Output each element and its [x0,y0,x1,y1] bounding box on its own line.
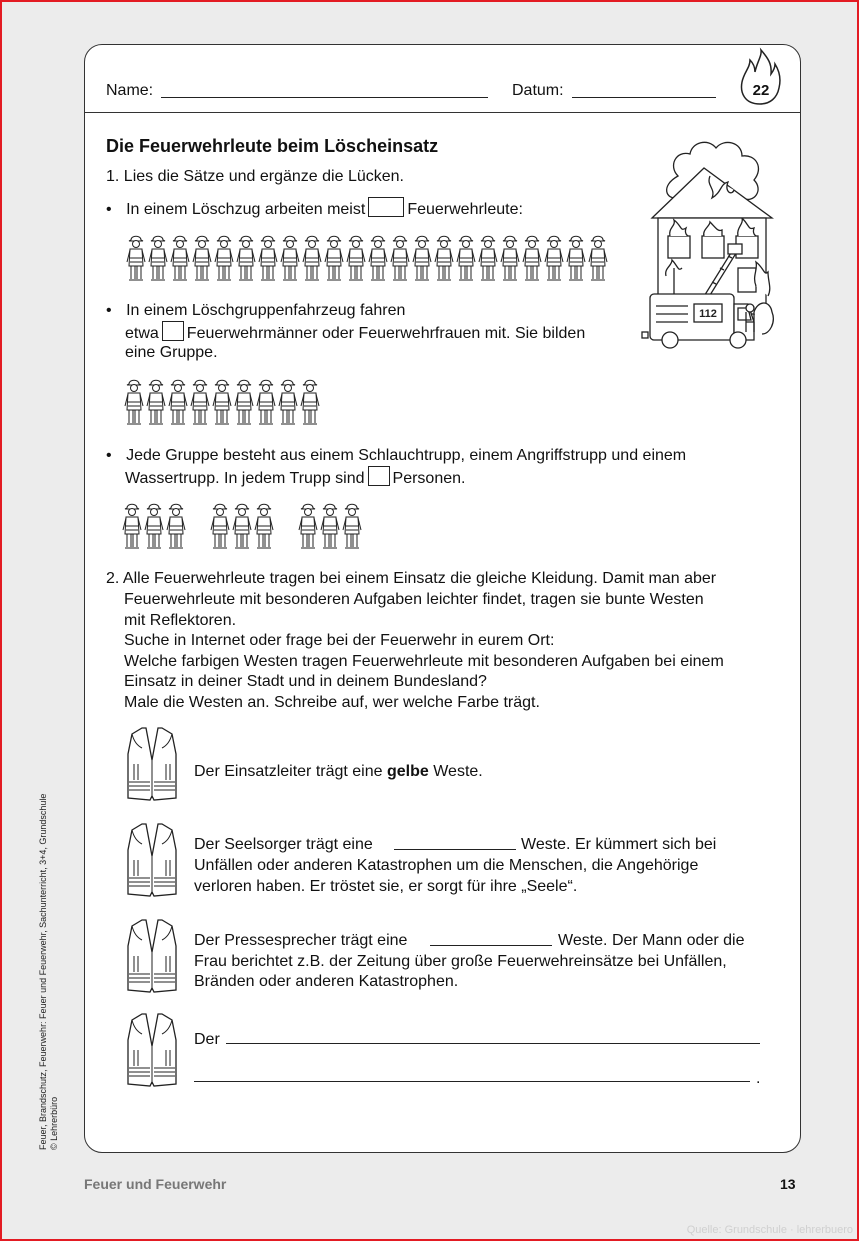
vest-3-line-2: Frau berichtet z.B. der Zeitung über große Feuerwehreinsätze bei Unfällen, [194,953,727,970]
vest-pressesprecher-icon[interactable] [124,916,180,996]
task2-line-3: mit Reflektoren. [124,612,237,629]
firefighter-row-22 [126,232,616,284]
bullet-2 [106,300,405,321]
firefighter-figure [255,504,273,548]
vest-4-period: . [756,1070,761,1087]
task2-line-2: Feuerwehrleute mit besonderen Aufgaben leichter findet, tragen sie bunte Westen [124,591,704,608]
firefighter-figure [369,236,387,280]
vest-2-line-1a: Der Seelsorger trägt eine [194,836,373,853]
firefighter-figure [257,380,275,424]
firefighter-figure [479,236,497,280]
answer-box-loeschzug[interactable] [368,197,404,217]
vest-3-line-1b: Weste. Der Mann oder die [558,932,745,949]
firefighter-figure [123,504,141,548]
watermark: Quelle: Grundschule · lehrerbuero [686,1224,853,1236]
bullet-3-text-b: Personen. [392,470,466,487]
bullet-3 [106,445,686,466]
answer-box-trupp[interactable] [368,466,390,486]
vest-1-color: gelbe [386,763,429,780]
vest-3-color-field[interactable] [430,945,552,946]
firefighter-figure [237,236,255,280]
task1-instruction: 1. Lies die Sätze und ergänze die Lücken. [106,168,404,185]
firefighter-figure [213,380,231,424]
firefighter-figure [567,236,585,280]
task2-line-4: Suche in Internet oder frage bei der Feuerwehr in eurem Ort: [124,632,555,649]
vest-2-line-3: verloren haben. Er tröstet sie, er sorgt für ihre „Seele“. [194,878,578,895]
firefighter-figure [171,236,189,280]
datum-label: Datum: [512,82,564,99]
bullet-2-line-1: In einem Löschgruppenfahrzeug fahren [126,302,406,319]
firefighter-figure [127,236,145,280]
firefighter-figure [279,380,297,424]
firefighter-figure [235,380,253,424]
firefighter-row-9 [124,376,324,428]
burning-house-illustration [638,136,778,352]
firefighter-figure [169,380,187,424]
firefighter-figure [215,236,233,280]
firefighter-figure [191,380,209,424]
truck-number: 112 [699,308,717,320]
vest-4-line-2[interactable] [194,1081,750,1082]
name-field[interactable] [161,97,488,98]
vest-2-line-2: Unfällen oder anderen Katastrophen um die Menschen, die Angehörige [194,857,699,874]
bullet-dot: • [106,447,112,464]
vest-4-label: Der [194,1031,220,1048]
bullet-2-text-b: Feuerwehrmänner oder Feuerwehrfrauen mit. Sie bilden [186,325,586,342]
vest-free-icon[interactable] [124,1010,180,1090]
firefighter-figure [457,236,475,280]
vest-3-line-1a: Der Pressesprecher trägt eine [194,932,408,949]
page-badge-number: 22 [752,82,770,99]
vest-2-line-1b: Weste. Er kümmert sich bei [521,836,717,853]
firefighter-figure [391,236,409,280]
bullet-1-text-b: Feuerwehrleute: [407,201,523,218]
bullet-3-line-2 [125,466,465,489]
firefighter-figure [301,380,319,424]
firefighter-figure [303,236,321,280]
firefighter-groups-3x3 [122,500,372,552]
firefighter-figure [325,236,343,280]
datum-field[interactable] [572,97,716,98]
bullet-1 [106,197,523,220]
vest-4-line-1[interactable] [226,1043,760,1044]
name-label: Name: [106,82,154,99]
firefighter-figure [167,504,185,548]
task2-line-6: Einsatz in deiner Stadt und in deinem Bundesland? [124,673,487,690]
firefighter-figure [321,504,339,548]
footer-title: Feuer und Feuerwehr [84,1176,227,1192]
bullet-dot: • [106,201,112,218]
vest-3-line-3: Bränden oder anderen Katastrophen. [194,973,459,990]
bullet-2-text-a: etwa [125,325,159,342]
firefighter-figure [299,504,317,548]
firefighter-figure [149,236,167,280]
firefighter-figure [233,504,251,548]
vest-seelsorger-icon[interactable] [124,820,180,900]
firefighter-figure [589,236,607,280]
firefighter-figure [343,504,361,548]
firefighter-figure [413,236,431,280]
vest-1-text-b: Weste. [433,763,483,780]
firefighter-figure [147,380,165,424]
vest-1-text-a: Der Einsatzleiter trägt eine [194,763,383,780]
side-credit-line-2: © Lehrerbüro [49,1096,59,1150]
vest-2-color-field[interactable] [394,849,516,850]
firefighter-figure [545,236,563,280]
header-divider [84,112,801,113]
firefighter-figure [125,380,143,424]
firefighter-figure [281,236,299,280]
task2-line-1: 2. Alle Feuerwehrleute tragen bei einem Einsatz die gleiche Kleidung. Damit man aber [106,570,717,587]
answer-box-gruppe[interactable] [162,321,184,341]
firefighter-figure [259,236,277,280]
task2-line-7: Male die Westen an. Schreibe auf, wer welche Farbe trägt. [124,694,540,711]
firefighter-figure [211,504,229,548]
page-number: 13 [780,1176,796,1192]
page-title: Die Feuerwehrleute beim Löscheinsatz [106,136,439,156]
vest-einsatzleiter-icon[interactable] [124,724,180,804]
side-credit-line-1: Feuer, Brandschutz, Feuerwehr: Feuer und Feuerwehr, Sachunterricht, 3+4, Grundschule [38,793,48,1150]
firefighter-figure [145,504,163,548]
firefighter-figure [501,236,519,280]
task2-line-5: Welche farbigen Westen tragen Feuerwehrleute mit besonderen Aufgaben bei einem [124,653,724,670]
bullet-2-line-2 [125,321,585,344]
firefighter-figure [193,236,211,280]
bullet-1-text-a: In einem Löschzug arbeiten meist [126,201,366,218]
firefighter-figure [435,236,453,280]
side-credit [38,794,60,1150]
firefighter-figure [347,236,365,280]
bullet-2-line-3: eine Gruppe. [125,344,218,361]
firefighter-figure [523,236,541,280]
bullet-dot: • [106,302,112,319]
bullet-3-line-1: Jede Gruppe besteht aus einem Schlauchtrupp, einem Angriffstrupp und einem [126,447,687,464]
vest-1-text [194,761,483,782]
bullet-3-text-a: Wassertrupp. In jedem Trupp sind [125,470,365,487]
